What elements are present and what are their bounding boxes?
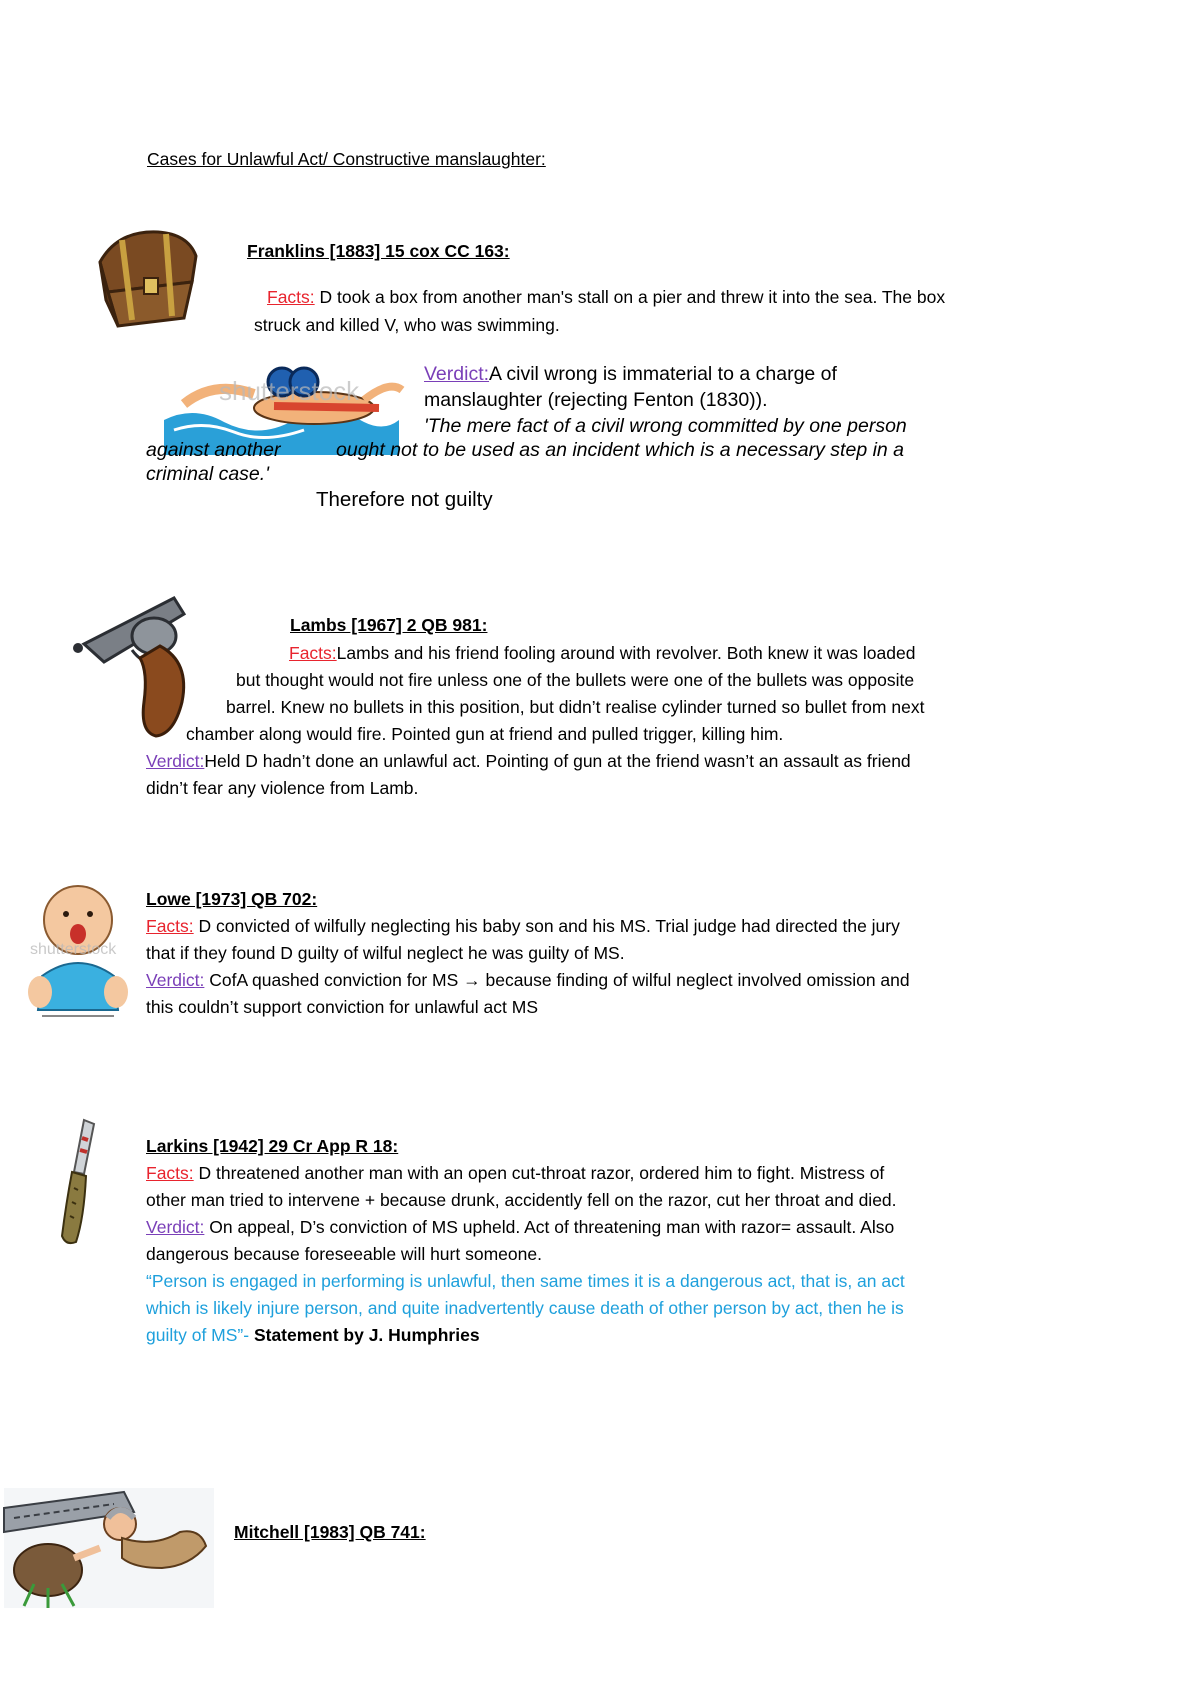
watermark-text: shutterstock	[219, 376, 360, 406]
facts-label: Facts:	[146, 1163, 194, 1183]
lowe-verdict-line-2: this couldn’t support conviction for unlawful act MS	[146, 997, 538, 1017]
facts-label: Facts:	[146, 916, 194, 936]
lowe-title: Lowe [1973] QB 702:	[146, 889, 318, 909]
franklins-title: Franklins [1883] 15 cox CC 163:	[247, 241, 510, 261]
verdict-label: Verdict:	[146, 1217, 205, 1237]
larkins-verdict-line-2: dangerous because foreseeable will hurt someone.	[146, 1244, 542, 1264]
arrow-icon: →	[463, 970, 481, 990]
lowe-facts-line-1: Facts: D convicted of wilfully neglecting his baby son and his MS. Trial judge had directed the jury	[146, 916, 900, 936]
verdict-label: Verdict:	[146, 751, 205, 771]
mitchell-title: Mitchell [1983] QB 741:	[234, 1522, 426, 1542]
facts-label: Facts:	[289, 643, 337, 663]
facts-label: Facts:	[267, 287, 315, 307]
franklins-quote-line-2b: ought not to be used as an incident which is a necessary step in a	[336, 439, 905, 461]
larkins-title: Larkins [1942] 29 Cr App R 18:	[146, 1136, 399, 1156]
larkins-facts-line-1: Facts: D threatened another man with an open cut-throat razor, ordered him to fight. Mistress of	[146, 1163, 885, 1183]
lambs-facts-line-1: Facts:Lambs and his friend fooling around with revolver. Both knew it was loaded	[289, 643, 916, 663]
larkins-quote-line-1: “Person is engaged in performing is unlawful, then same times it is a dangerous act, that is, an act	[146, 1271, 905, 1291]
franklins-verdict-line-2: manslaughter (rejecting Fenton (1830)).	[424, 389, 768, 411]
franklins-quote-line-2a: against another	[146, 439, 281, 461]
page-title: Cases for Unlawful Act/ Constructive manslaughter:	[147, 149, 546, 169]
lambs-verdict-line-1: Verdict:Held D hadn’t done an unlawful act. Pointing of gun at the friend wasn’t an assault as friend	[146, 751, 911, 771]
franklins-facts-line-2: struck and killed V, who was swimming.	[254, 315, 560, 335]
lambs-verdict-line-2: didn’t fear any violence from Lamb.	[146, 778, 419, 798]
larkins-verdict-line-1: Verdict: On appeal, D’s conviction of MS upheld. Act of threatening man with razor= assault. Also	[146, 1217, 895, 1237]
lambs-title: Lambs [1967] 2 QB 981:	[290, 615, 488, 635]
larkins-quote-line-3: guilty of MS”- Statement by J. Humphries	[146, 1325, 480, 1345]
lowe-facts-line-2: that if they found D guilty of wilful neglect he was guilty of MS.	[146, 943, 625, 963]
falling-woman-icon	[4, 1488, 214, 1608]
franklins-quote-line-3: criminal case.'	[146, 463, 269, 485]
razor-icon	[54, 1118, 104, 1248]
lowe-verdict-line-1: Verdict: CofA quashed conviction for MS → because finding of wilful neglect involved omission and	[146, 970, 910, 990]
franklins-conclusion: Therefore not guilty	[316, 488, 493, 511]
franklins-facts-line-1: Facts: D took a box from another man's stall on a pier and threw it into the sea. The box	[267, 287, 946, 307]
treasure-chest-icon	[88, 222, 208, 332]
attribution: Statement by J. Humphries	[253, 1325, 480, 1345]
franklins-quote-line-1: 'The mere fact of a civil wrong committed by one person	[424, 415, 907, 437]
verdict-label: Verdict:	[146, 970, 205, 990]
watermark-text: shutterstock	[30, 941, 117, 958]
larkins-quote-line-2: which is likely injure person, and quite inadvertently cause death of other person by act, then he is	[146, 1298, 904, 1318]
franklins-verdict-line-1: Verdict:A civil wrong is immaterial to a charge of	[424, 363, 837, 385]
revolver-icon	[70, 592, 210, 742]
lambs-facts-line-2: but thought would not fire unless one of the bullets were one of the bullets was opposite	[236, 670, 915, 690]
crying-baby-icon	[22, 880, 132, 1020]
lambs-facts-line-4: chamber along would fire. Pointed gun at friend and pulled trigger, killing him.	[186, 724, 784, 744]
verdict-label: Verdict:	[424, 363, 490, 385]
lambs-facts-line-3: barrel. Knew no bullets in this position, but didn’t realise cylinder turned so bullet from next	[226, 697, 925, 717]
larkins-facts-line-2: other man tried to intervene + because drunk, accidently fell on the razor, cut her throat and died.	[146, 1190, 897, 1210]
